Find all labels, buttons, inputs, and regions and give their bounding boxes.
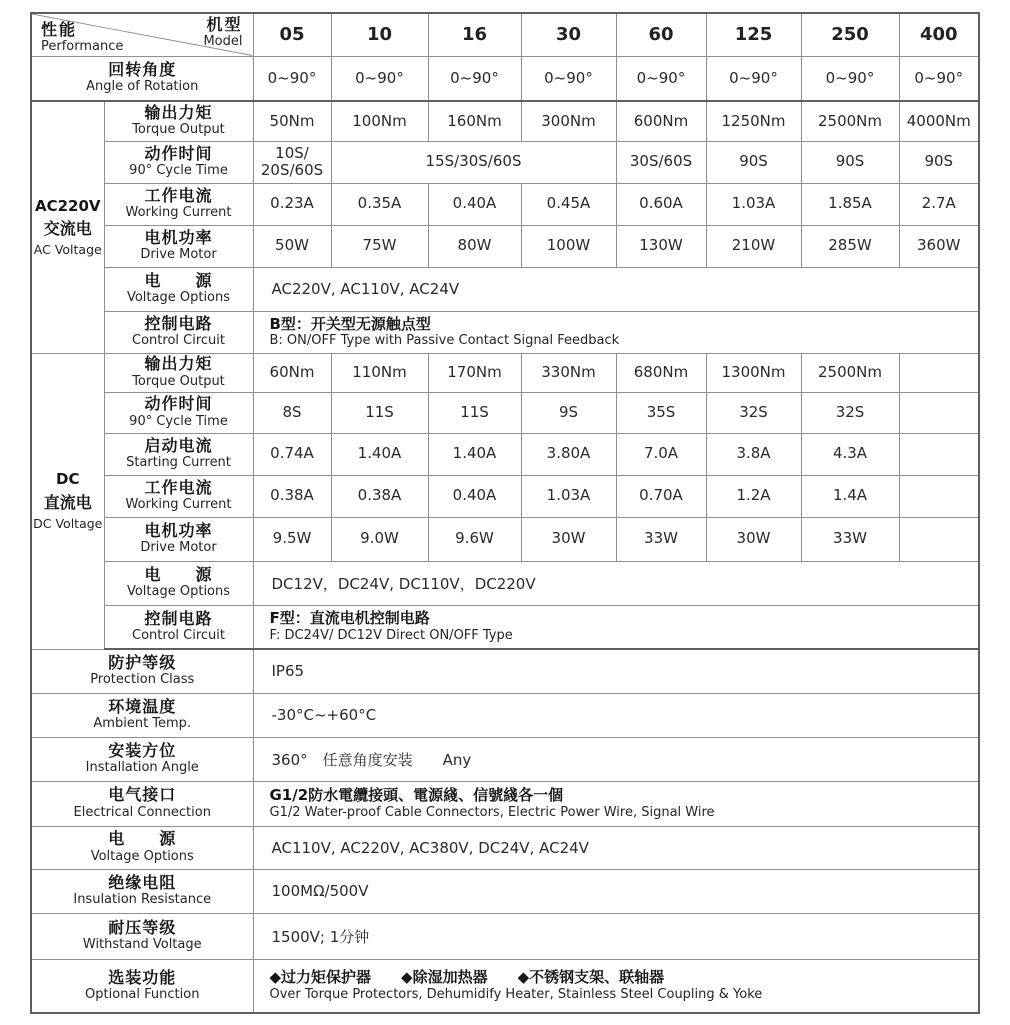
value-cell: 32S: [801, 392, 899, 433]
electrical-connection-row: [31, 781, 979, 826]
row-label-optional-function: 选装功能 Optional Function: [31, 959, 253, 1013]
model-column-header: 16: [428, 13, 521, 56]
value-cell: 170Nm: [428, 353, 521, 392]
model-column-header: 125: [706, 13, 801, 56]
row-label-voltage-options: 电 源 Voltage Options: [31, 826, 253, 869]
value-cell: 9S: [521, 392, 616, 433]
value-cell-span: 15S/30S/60S: [331, 141, 616, 183]
value-cell-empty: [899, 353, 979, 392]
row-label-dc-starting-current: 启动电流 Starting Current: [104, 433, 253, 475]
ac-voltage-options-row: [31, 267, 979, 311]
row-label-dc-drive-motor: 电机功率 Drive Motor: [104, 517, 253, 561]
value-cell: 3.80A: [521, 433, 616, 475]
row-label-insulation-resistance: 绝缘电阻 Insulation Resistance: [31, 869, 253, 913]
value-cell: 100Nm: [331, 101, 428, 141]
value-cell-span: AC110V, AC220V, AC380V, DC24V, AC24V: [253, 826, 979, 869]
value-cell: 35S: [616, 392, 706, 433]
value-cell: 0.45A: [521, 183, 616, 225]
ac-cycle-row: [31, 141, 979, 183]
value-cell: 0~90°: [899, 56, 979, 101]
value-cell-span: ◆过力矩保护器 ◆除湿加热器 ◆不锈钢支架、联轴器 Over Torque Protectors, Dehumidify Heater, Stainless Steel Coupling & Yoke: [253, 959, 979, 1013]
value-cell: 0~90°: [428, 56, 521, 101]
value-cell: 0.23A: [253, 183, 331, 225]
value-cell-span: F型：直流电机控制电路 F: DC24V/ DC12V Direct ON/OFF Type: [253, 605, 979, 649]
value-cell: 0~90°: [706, 56, 801, 101]
value-cell: 0.35A: [331, 183, 428, 225]
value-cell: 8S: [253, 392, 331, 433]
value-cell: 80W: [428, 225, 521, 267]
value-cell: 600Nm: [616, 101, 706, 141]
value-cell: 2500Nm: [801, 101, 899, 141]
voltage-options-row: [31, 826, 979, 869]
dc-voltage-options-row: [31, 561, 979, 605]
value-cell-span: IP65: [253, 649, 979, 693]
value-cell-empty: [899, 475, 979, 517]
value-cell: 300Nm: [521, 101, 616, 141]
value-cell: 1.4A: [801, 475, 899, 517]
header-row: [31, 13, 979, 56]
value-cell: 32S: [706, 392, 801, 433]
value-cell: 90S: [899, 141, 979, 183]
value-cell: 130W: [616, 225, 706, 267]
value-cell-empty: [899, 433, 979, 475]
row-label-dc-working-current: 工作电流 Working Current: [104, 475, 253, 517]
specification-sheet: [30, 12, 980, 1014]
model-column-header: 10: [331, 13, 428, 56]
value-cell: 330Nm: [521, 353, 616, 392]
value-cell: 4.3A: [801, 433, 899, 475]
value-cell: 1.40A: [331, 433, 428, 475]
row-label-ac-control-circuit: 控制电路 Control Circuit: [104, 311, 253, 353]
value-cell: 11S: [428, 392, 521, 433]
value-cell: 0.60A: [616, 183, 706, 225]
row-label-ac-working-current: 工作电流 Working Current: [104, 183, 253, 225]
value-cell: 50W: [253, 225, 331, 267]
value-cell: 0~90°: [616, 56, 706, 101]
protection-class-row: [31, 649, 979, 693]
value-cell: 360W: [899, 225, 979, 267]
dc-cycle-row: [31, 392, 979, 433]
value-cell-span: -30°C~+60°C: [253, 693, 979, 737]
row-label-ac-voltage-options: 电 源 Voltage Options: [104, 267, 253, 311]
value-cell: 2500Nm: [801, 353, 899, 392]
dc-torque-row: [31, 353, 979, 392]
value-cell: 75W: [331, 225, 428, 267]
model-column-header: 05: [253, 13, 331, 56]
value-cell-span: AC220V, AC110V, AC24V: [253, 267, 979, 311]
ambient-temp-row: [31, 693, 979, 737]
row-label-dc-torque: 输出力矩 Torque Output: [104, 353, 253, 392]
value-cell-span: 1500V; 1分钟: [253, 913, 979, 959]
value-cell: 33W: [801, 517, 899, 561]
value-cell: 1.2A: [706, 475, 801, 517]
dc-drive-motor-row: [31, 517, 979, 561]
ac-working-current-row: [31, 183, 979, 225]
row-label-ambient-temp: 环境温度 Ambient Temp.: [31, 693, 253, 737]
value-cell: 9.0W: [331, 517, 428, 561]
value-cell: 1.40A: [428, 433, 521, 475]
value-cell: 9.5W: [253, 517, 331, 561]
value-cell: 0~90°: [521, 56, 616, 101]
value-cell: 1300Nm: [706, 353, 801, 392]
value-cell: 160Nm: [428, 101, 521, 141]
value-cell-empty: [899, 392, 979, 433]
value-cell: 30W: [706, 517, 801, 561]
value-cell-span: 100MΩ/500V: [253, 869, 979, 913]
model-column-header: 250: [801, 13, 899, 56]
value-cell: 9.6W: [428, 517, 521, 561]
model-column-header: 30: [521, 13, 616, 56]
value-cell: 0~90°: [331, 56, 428, 101]
value-cell: 0~90°: [253, 56, 331, 101]
value-cell: 0.38A: [331, 475, 428, 517]
value-cell: 210W: [706, 225, 801, 267]
dc-control-circuit-row: [31, 605, 979, 649]
ac-torque-row: [31, 101, 979, 141]
value-cell: 30W: [521, 517, 616, 561]
model-column-header: 60: [616, 13, 706, 56]
value-cell: 3.8A: [706, 433, 801, 475]
optional-function-row: [31, 959, 979, 1013]
value-cell: 90S: [801, 141, 899, 183]
ac-group-cell: AC220V 交流电 AC Voltage: [31, 101, 104, 353]
value-cell: 1.03A: [706, 183, 801, 225]
value-cell-span: B型：开关型无源触点型 B: ON/OFF Type with Passive Contact Signal Feedback: [253, 311, 979, 353]
value-cell: 680Nm: [616, 353, 706, 392]
value-cell: 50Nm: [253, 101, 331, 141]
value-cell-span: DC12V，DC24V, DC110V，DC220V: [253, 561, 979, 605]
row-label-electrical-connection: 电气接口 Electrical Connection: [31, 781, 253, 826]
value-cell: 1250Nm: [706, 101, 801, 141]
row-label-dc-voltage-options: 电 源 Voltage Options: [104, 561, 253, 605]
value-cell: 2.7A: [899, 183, 979, 225]
value-cell: 0.40A: [428, 475, 521, 517]
value-cell: 100W: [521, 225, 616, 267]
spec-table: [30, 12, 980, 1014]
row-label-rotation: 回转角度 Angle of Rotation: [31, 56, 253, 101]
model-column-header: 400: [899, 13, 979, 56]
withstand-voltage-row: [31, 913, 979, 959]
row-label-ac-drive-motor: 电机功率 Drive Motor: [104, 225, 253, 267]
dc-working-current-row: [31, 475, 979, 517]
value-cell: 1.03A: [521, 475, 616, 517]
value-cell-empty: [899, 517, 979, 561]
row-label-dc-control-circuit: 控制电路 Control Circuit: [104, 605, 253, 649]
value-cell: 0.38A: [253, 475, 331, 517]
value-cell: 33W: [616, 517, 706, 561]
insulation-resistance-row: [31, 869, 979, 913]
value-cell-span: 360° 任意角度安装 Any: [253, 737, 979, 781]
row-label-withstand-voltage: 耐压等级 Withstand Voltage: [31, 913, 253, 959]
dc-starting-current-row: [31, 433, 979, 475]
row-label-protection-class: 防护等级 Protection Class: [31, 649, 253, 693]
row-label-dc-cycle: 动作时间 90° Cycle Time: [104, 392, 253, 433]
value-cell: 1.85A: [801, 183, 899, 225]
value-cell: 0.74A: [253, 433, 331, 475]
value-cell: 0~90°: [801, 56, 899, 101]
value-cell: 7.0A: [616, 433, 706, 475]
value-cell: 90S: [706, 141, 801, 183]
value-cell-span: G1/2防水電纜接頭、電源綫、信號綫各一個 G1/2 Water-proof Cable Connectors, Electric Power Wire, Signal Wire: [253, 781, 979, 826]
row-label-installation-angle: 安装方位 Installation Angle: [31, 737, 253, 781]
value-cell: 10S/ 20S/60S: [253, 141, 331, 183]
row-label-ac-cycle: 动作时间 90° Cycle Time: [104, 141, 253, 183]
ac-control-circuit-row: [31, 311, 979, 353]
value-cell: 30S/60S: [616, 141, 706, 183]
model-axis-label: 机型 Model: [203, 15, 243, 49]
value-cell: 60Nm: [253, 353, 331, 392]
value-cell: 0.40A: [428, 183, 521, 225]
performance-model-header-cell: [31, 13, 253, 56]
value-cell: 285W: [801, 225, 899, 267]
value-cell: 0.70A: [616, 475, 706, 517]
value-cell: 110Nm: [331, 353, 428, 392]
installation-angle-row: [31, 737, 979, 781]
value-cell: 4000Nm: [899, 101, 979, 141]
performance-axis-label: 性能 Performance: [41, 20, 124, 54]
ac-drive-motor-row: [31, 225, 979, 267]
rotation-row: [31, 56, 979, 101]
dc-group-cell: DC 直流电 DC Voltage: [31, 353, 104, 649]
row-label-ac-torque: 输出力矩 Torque Output: [104, 101, 253, 141]
value-cell: 11S: [331, 392, 428, 433]
